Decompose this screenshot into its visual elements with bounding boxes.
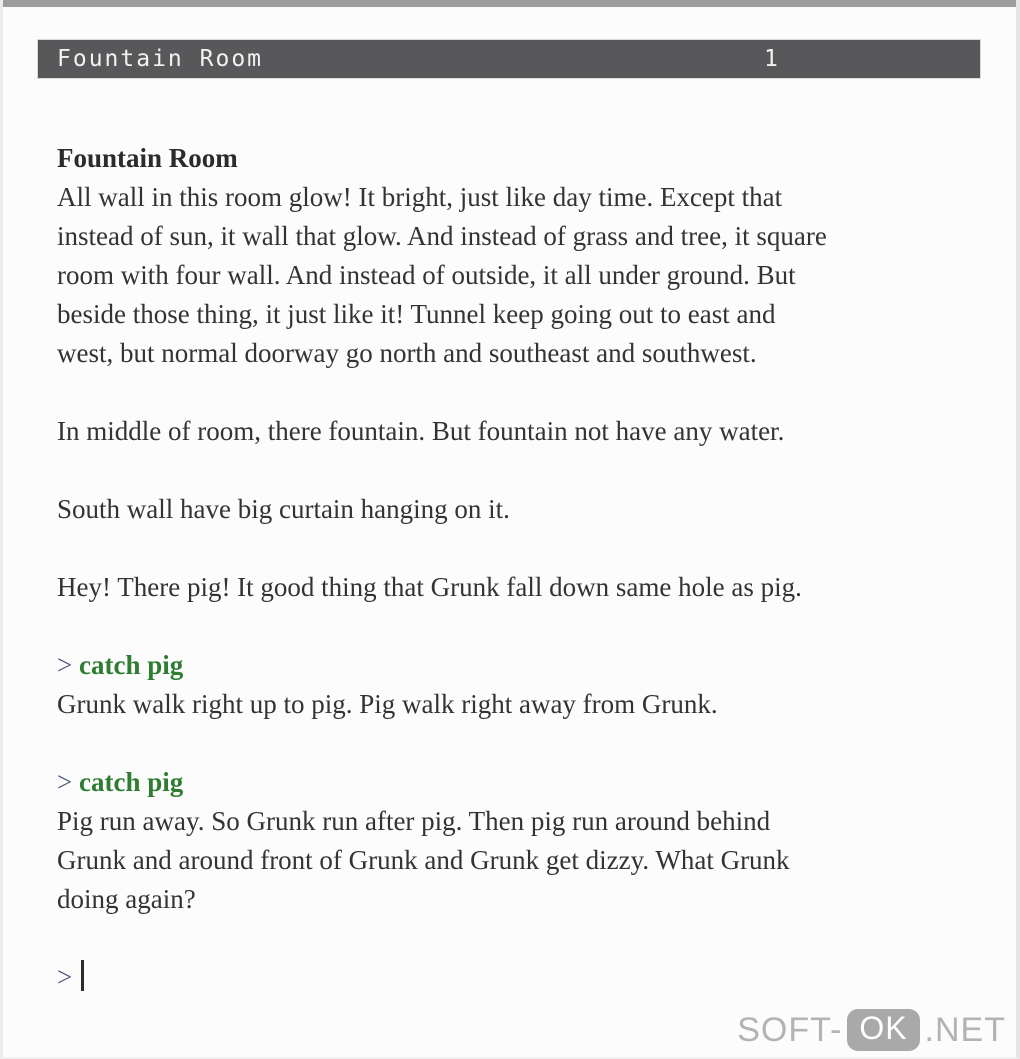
prompt-char: >: [57, 962, 73, 992]
room-heading: Fountain Room: [57, 143, 238, 173]
text-cursor-icon: [81, 960, 84, 991]
story-paragraph: [57, 412, 969, 451]
story-transcript: [57, 139, 969, 997]
command-line: [57, 763, 969, 802]
response-line: Grunk walk right up to pig. Pig walk right away from Grunk.: [57, 689, 718, 719]
story-line: South wall have big curtain hanging on it.: [57, 494, 510, 524]
story-line: instead of sun, it wall that glow. And instead of grass and tree, it square: [57, 221, 827, 251]
input-prompt[interactable]: [57, 958, 969, 997]
window-top-edge: [3, 0, 1016, 7]
command-line: [57, 646, 969, 685]
story-line: west, but normal doorway go north and southeast and southwest.: [57, 338, 757, 368]
watermark-prefix: SOFT-: [737, 1010, 843, 1049]
prompt-char: >: [57, 650, 79, 680]
status-room-name: Fountain Room: [57, 46, 264, 72]
story-paragraph: [57, 568, 969, 607]
story-line: room with four wall. And instead of outside, it all under ground. But: [57, 260, 796, 290]
command-text: catch pig: [78, 650, 184, 680]
story-paragraph: [57, 178, 969, 373]
story-line: Hey! There pig! It good thing that Grunk fall down same hole as pig.: [57, 572, 802, 602]
command-block: [57, 763, 969, 919]
story-line: All wall in this room glow! It bright, just like day time. Except that: [57, 182, 783, 212]
story-paragraph: [57, 490, 969, 529]
status-score: 1: [764, 46, 778, 72]
story-line: In middle of room, there fountain. But fountain not have any water.: [57, 416, 785, 446]
command-text: catch pig: [78, 767, 184, 797]
watermark-ok-badge: OK: [847, 1009, 919, 1051]
response-line: doing again?: [57, 884, 196, 914]
story-line: beside those thing, it just like it! Tunnel keep going out to east and: [57, 299, 776, 329]
watermark-suffix: .NET: [924, 1010, 1006, 1049]
prompt-char: >: [57, 767, 79, 797]
watermark: [737, 1009, 1006, 1051]
status-bar: [38, 40, 980, 78]
command-block: [57, 646, 969, 724]
response-line: Pig run away. So Grunk run after pig. Then pig run around behind: [57, 806, 771, 836]
response-line: Grunk and around front of Grunk and Grunk get dizzy. What Grunk: [57, 845, 790, 875]
